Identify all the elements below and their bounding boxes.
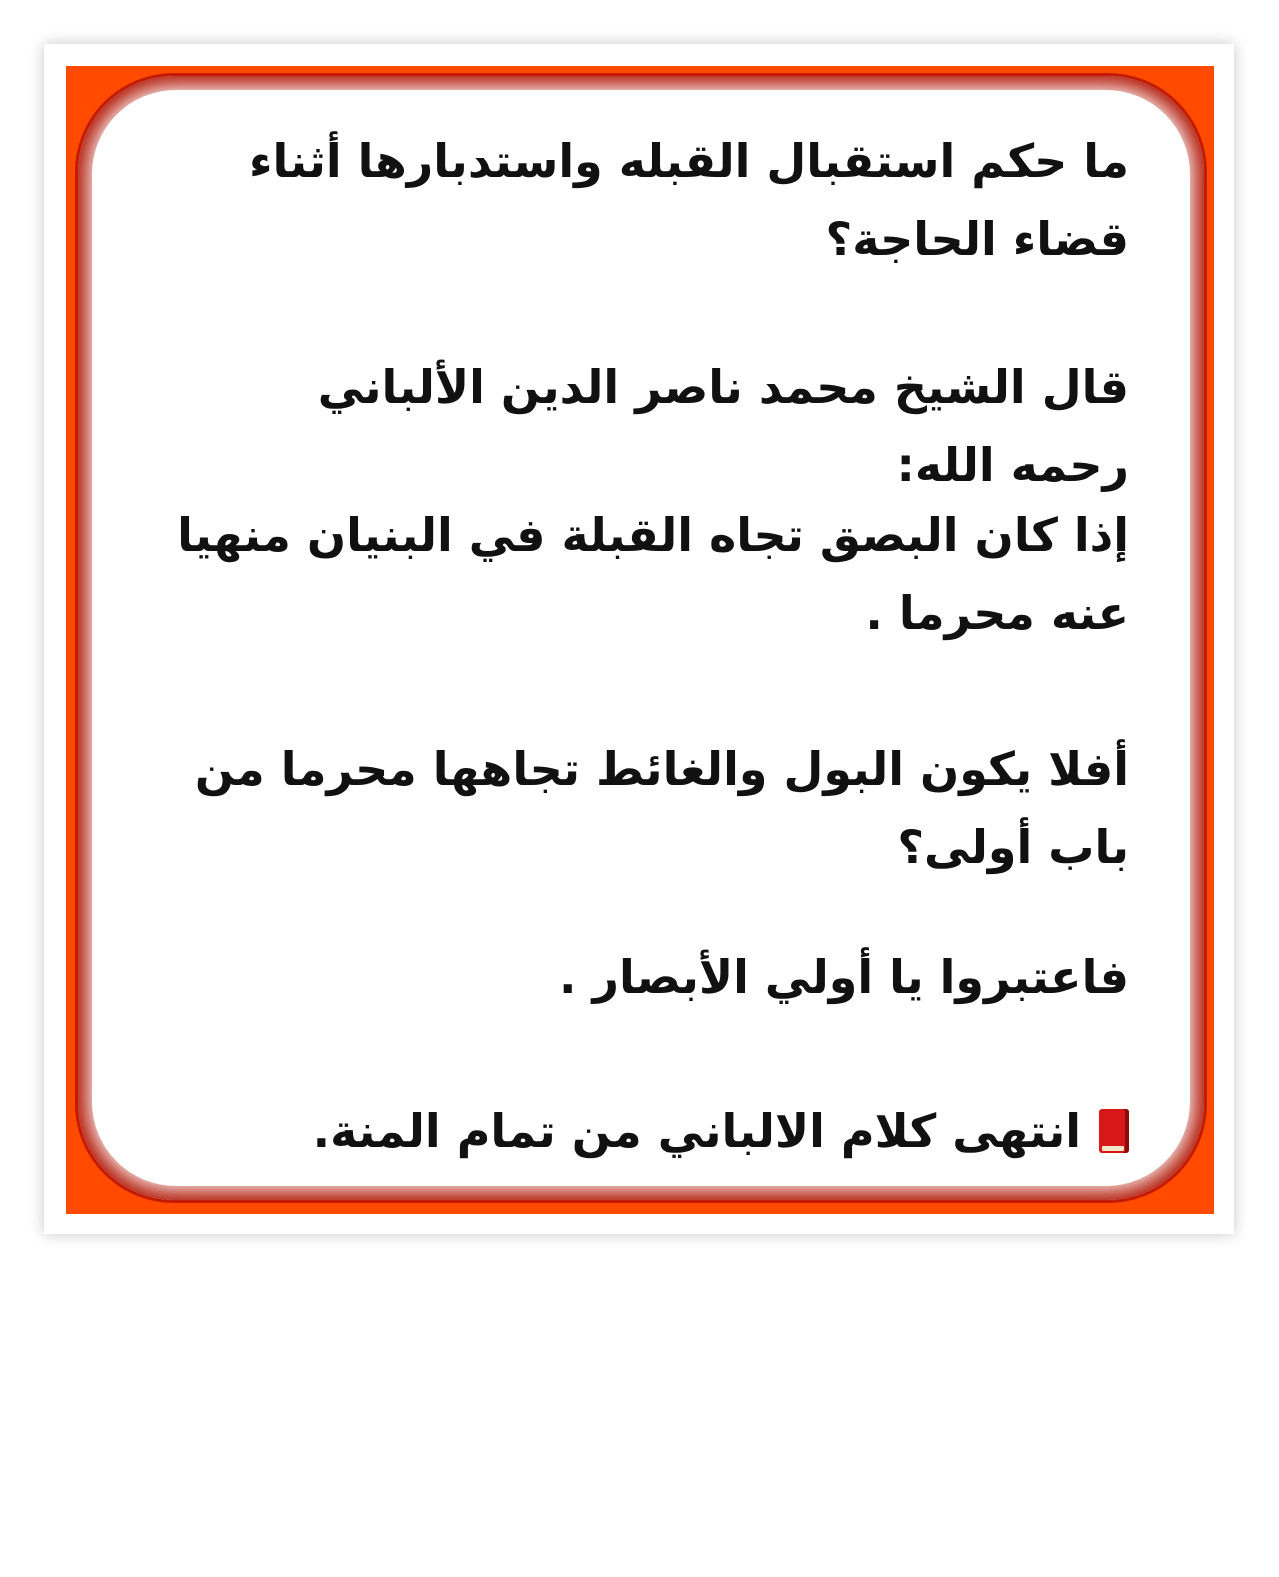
paragraph-spitting: إذا كان البصق تجاه القبلة في البنيان منهيا عنه محرما . (161, 508, 1129, 640)
paragraph-urination: أفلا يكون البول والغائط تجاهها محرما من باب أولى؟ (178, 742, 1129, 874)
paragraph-reflection: فاعتبروا يا أولي الأبصار . (559, 950, 1129, 1004)
closing-line (169, 1092, 1129, 1170)
book-icon (1099, 1109, 1129, 1153)
attribution-line: قال الشيخ محمد ناصر الدين الألباني رحمه الله: (285, 360, 1129, 492)
question-heading: ما حكم استقبال القبله واستدبارها أثناء قضاء الحاجة؟ (232, 134, 1129, 266)
closing-text: انتهى كلام الالباني من تمام المنة. (312, 1104, 1081, 1158)
